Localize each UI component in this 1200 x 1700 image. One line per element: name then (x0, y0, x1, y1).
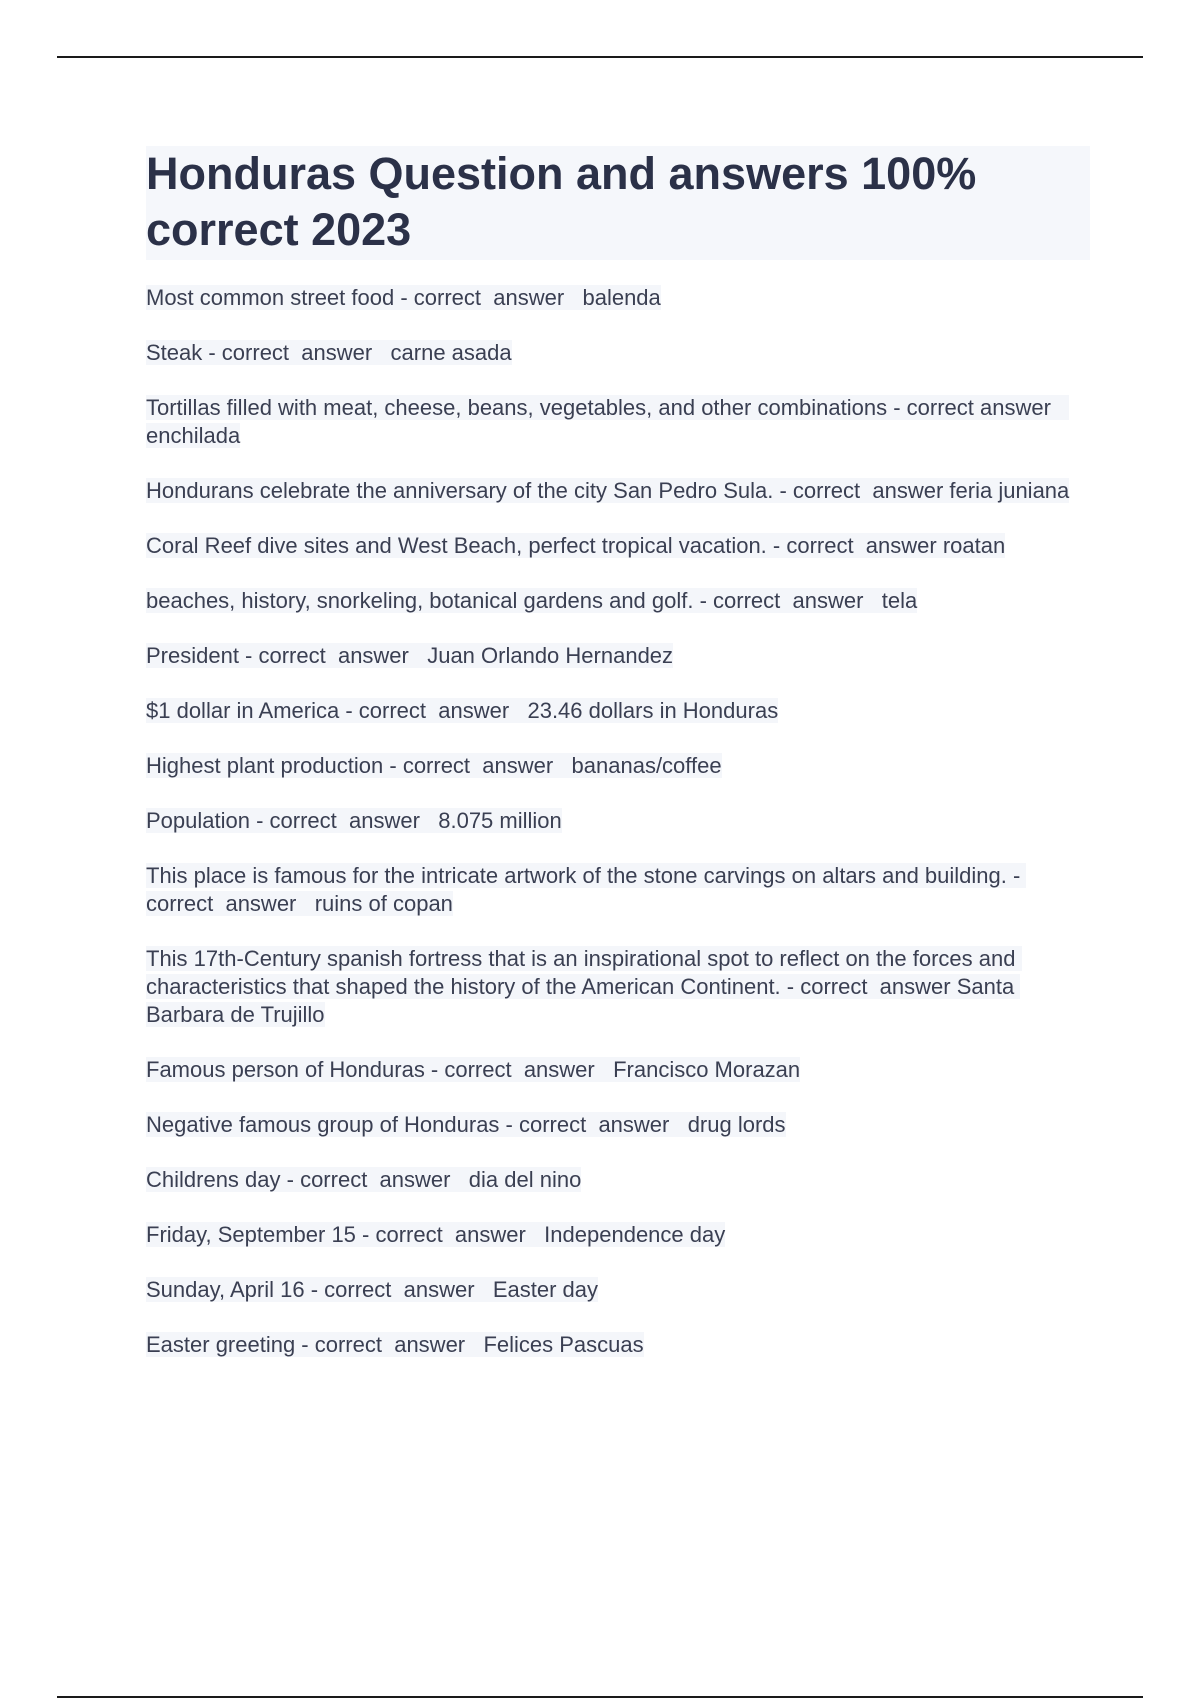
qa-text: Highest plant production - correct answer bananas/coffee (146, 753, 722, 778)
list-item (146, 807, 1090, 835)
qa-text: Coral Reef dive sites and West Beach, perfect tropical vacation. - correct answer roatan (146, 533, 1006, 558)
qa-text: Friday, September 15 - correct answer Independence day (146, 1222, 726, 1247)
qa-text: President - correct answer Juan Orlando Hernandez (146, 643, 674, 668)
list-item (146, 284, 1090, 312)
qa-text: $1 dollar in America - correct answer 23.46 dollars in Honduras (146, 698, 779, 723)
qa-text: This place is famous for the intricate artwork of the stone carvings on altars and building. - correct answer ruins of copan (146, 863, 1027, 916)
qa-text: Tortillas filled with meat, cheese, beans, vegetables, and other combinations - correct answer enchilada (146, 395, 1070, 448)
list-item (146, 752, 1090, 780)
list-item (146, 1331, 1090, 1359)
list-item (146, 1056, 1090, 1084)
qa-text: beaches, history, snorkeling, botanical gardens and golf. - correct answer tela (146, 588, 918, 613)
qa-text: Hondurans celebrate the anniversary of the city San Pedro Sula. - correct answer feria juniana (146, 478, 1070, 503)
list-item (146, 862, 1090, 918)
bottom-divider (57, 1696, 1143, 1698)
qa-text: Childrens day - correct answer dia del nino (146, 1167, 582, 1192)
document-body (146, 146, 1090, 1386)
top-divider (57, 56, 1143, 58)
qa-text: Negative famous group of Honduras - correct answer drug lords (146, 1112, 786, 1137)
list-item (146, 1111, 1090, 1139)
list-item (146, 1276, 1090, 1304)
list-item (146, 642, 1090, 670)
list-item (146, 1221, 1090, 1249)
list-item (146, 587, 1090, 615)
list-item (146, 1166, 1090, 1194)
qa-text: Easter greeting - correct answer Felices Pascuas (146, 1332, 644, 1357)
list-item (146, 339, 1090, 367)
list-item (146, 697, 1090, 725)
qa-text: Famous person of Honduras - correct answer Francisco Morazan (146, 1057, 801, 1082)
qa-text: Steak - correct answer carne asada (146, 340, 512, 365)
qa-list (146, 284, 1090, 1359)
qa-text: Sunday, April 16 - correct answer Easter day (146, 1277, 599, 1302)
list-item (146, 394, 1090, 450)
list-item (146, 477, 1090, 505)
qa-text: This 17th-Century spanish fortress that is an inspirational spot to reflect on the forces and characteristics that shaped the history of the American Continent. - correct answer Santa Barbara de Trujillo (146, 946, 1022, 1027)
qa-text: Population - correct answer 8.075 million (146, 808, 562, 833)
qa-text: Most common street food - correct answer balenda (146, 285, 661, 310)
list-item (146, 532, 1090, 560)
page-title: Honduras Question and answers 100% correct 2023 (146, 146, 1090, 260)
list-item (146, 945, 1090, 1029)
